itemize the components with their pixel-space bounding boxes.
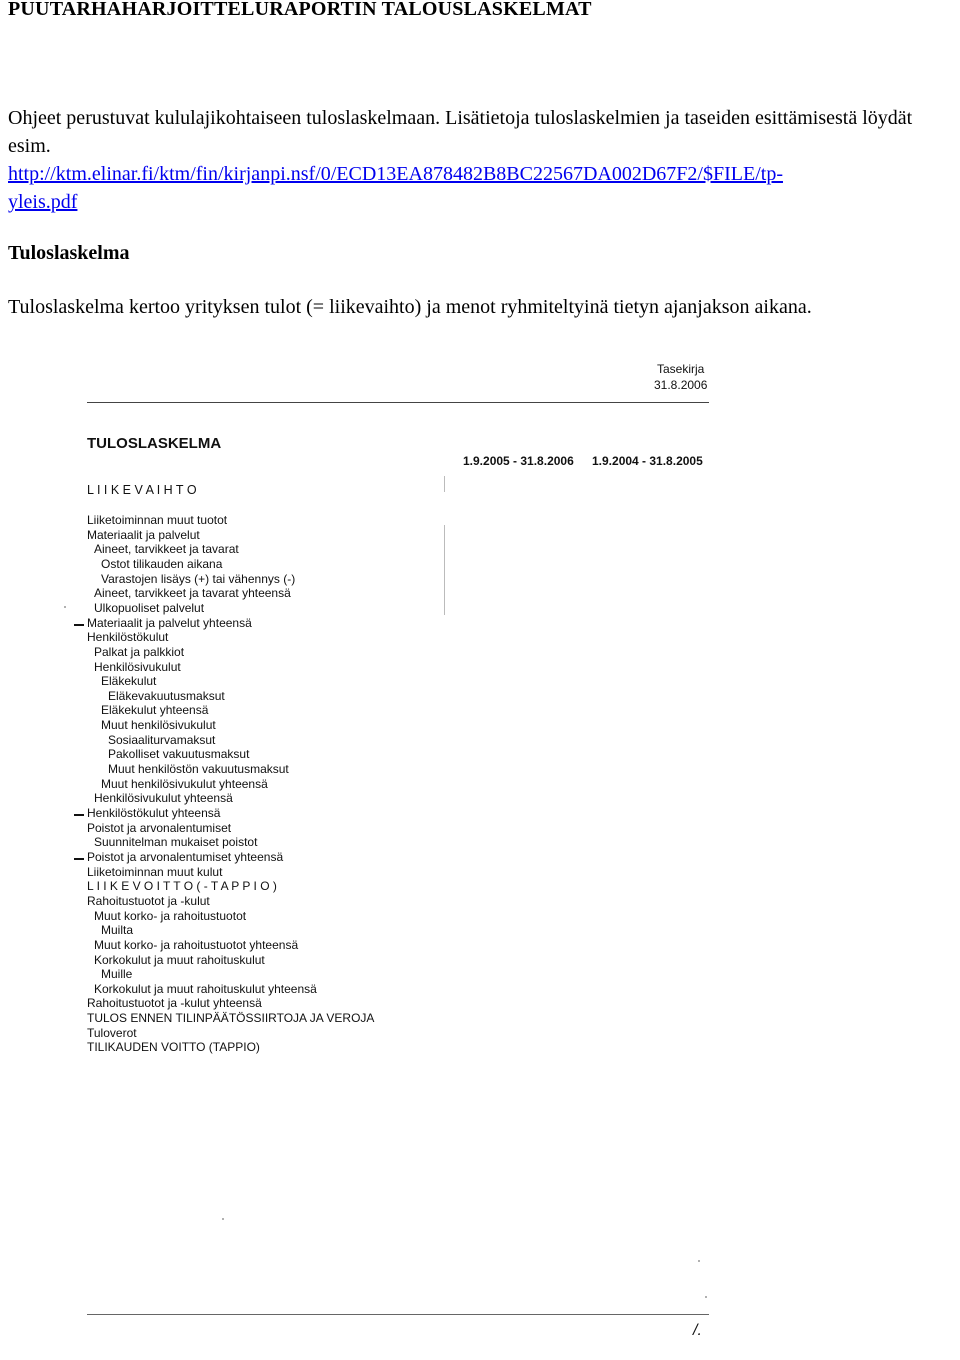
statement-row: Muut henkilösivukulut yhteensä <box>101 776 268 791</box>
scan-mark <box>444 476 445 492</box>
statement-row: Rahoitustuotot ja -kulut <box>87 893 210 908</box>
statement-row: L I I K E V O I T T O ( - T A P P I O ) <box>87 879 277 894</box>
statement-row: Eläkekulut <box>101 674 157 689</box>
section-paragraph: Tuloslaskelma kertoo yrityksen tulot (= liikevaihto) ja menot ryhmiteltyinä tietyn ajanjakson aikana. <box>8 296 812 318</box>
statement-row: Ostot tilikauden aikana <box>101 556 223 571</box>
statement-row: Henkilösivukulut yhteensä <box>94 791 233 806</box>
liikevaihto-label: L I I K E V A I H T O <box>87 483 197 497</box>
statement-row: Rahoitustuotot ja -kulut yhteensä <box>87 996 262 1011</box>
top-divider <box>87 402 709 403</box>
statement-row: Muut henkilöstön vakuutusmaksut <box>108 762 289 777</box>
statement-row: Henkilösivukulut <box>94 659 181 674</box>
statement-row: Henkilöstökulut <box>87 630 169 645</box>
statement-row: Palkat ja palkkiot <box>94 644 185 659</box>
scan-speck <box>222 1218 224 1220</box>
handwritten-dash-mark <box>74 858 84 860</box>
statement-row: Muilta <box>101 923 134 938</box>
statement-row: Muut korko- ja rahoitustuotot yhteensä <box>94 937 299 952</box>
statement-row: Materiaalit ja palvelut yhteensä <box>87 615 252 630</box>
statement-row: Korkokulut ja muut rahoituskulut <box>94 952 265 967</box>
tasekirja-label: Tasekirja <box>657 362 705 376</box>
statement-row: Ulkopuoliset palvelut <box>94 600 205 615</box>
statement-row: Pakolliset vakuutusmaksut <box>108 747 250 762</box>
statement-row: Liiketoiminnan muut tuotot <box>87 513 228 527</box>
scan-speck <box>698 1260 700 1262</box>
statement-row: Tuloverot <box>87 1025 137 1040</box>
intro-paragraph <box>8 104 948 216</box>
scanned-income-statement <box>0 340 960 1360</box>
statement-row: Poistot ja arvonalentumiset <box>87 820 232 835</box>
period-current: 1.9.2005 - 31.8.2006 <box>463 454 574 468</box>
statement-row: Eläkekulut yhteensä <box>101 703 209 718</box>
statement-row: Muut korko- ja rahoitustuotot <box>94 908 247 923</box>
scan-mark <box>444 525 445 615</box>
scan-speck <box>64 606 66 608</box>
intro-text: Ohjeet perustuvat kululajikohtaiseen tuloslaskelmaan. Lisätietoja tuloslaskelmien ja taseiden esittämisestä löydät esim. <box>8 107 913 157</box>
handwritten-dash-mark <box>74 624 84 626</box>
statement-row: Materiaalit ja palvelut <box>87 527 200 542</box>
section-heading: Tuloslaskelma <box>8 242 130 264</box>
statement-row: Sosiaaliturvamaksut <box>108 732 216 747</box>
statement-row: Poistot ja arvonalentumiset yhteensä <box>87 849 284 864</box>
statement-row: Muille <box>101 967 133 982</box>
statement-row: Eläkevakuutusmaksut <box>108 688 225 703</box>
bottom-divider <box>87 1314 709 1315</box>
scan-speck <box>705 1296 707 1298</box>
statement-row: Liiketoiminnan muut kulut <box>87 864 223 879</box>
statement-row: Aineet, tarvikkeet ja tavarat <box>94 542 239 557</box>
statement-title: TULOSLASKELMA <box>87 435 222 452</box>
page-mark: /. <box>693 1322 702 1339</box>
tasekirja-date: 31.8.2006 <box>654 378 708 392</box>
handwritten-dash-mark <box>74 814 84 816</box>
statement-row: TILIKAUDEN VOITTO (TAPPIO) <box>87 1040 260 1055</box>
period-previous: 1.9.2004 - 31.8.2005 <box>592 454 703 468</box>
statement-row: Henkilöstökulut yhteensä <box>87 806 221 820</box>
statement-row: Korkokulut ja muut rahoituskulut yhteensä <box>94 981 317 996</box>
document-title: PUUTARHAHARJOITTELURAPORTIN TALOUSLASKELMAT <box>8 0 592 20</box>
statement-row: TULOS ENNEN TILINPÄÄTÖSSIIRTOJA JA VEROJA <box>87 1011 375 1026</box>
statement-row: Suunnitelman mukaiset poistot <box>94 835 258 850</box>
statement-row: Varastojen lisäys (+) tai vähennys (-) <box>101 571 296 586</box>
statement-row: Muut henkilösivukulut <box>101 718 216 733</box>
statement-row: Aineet, tarvikkeet ja tavarat yhteensä <box>94 586 291 601</box>
source-link[interactable]: http://ktm.elinar.fi/ktm/fin/kirjanpi.nsf/0/ECD13EA878482B8BC22567DA002D67F2/$FILE/tp- yleis.pdf <box>8 163 783 213</box>
